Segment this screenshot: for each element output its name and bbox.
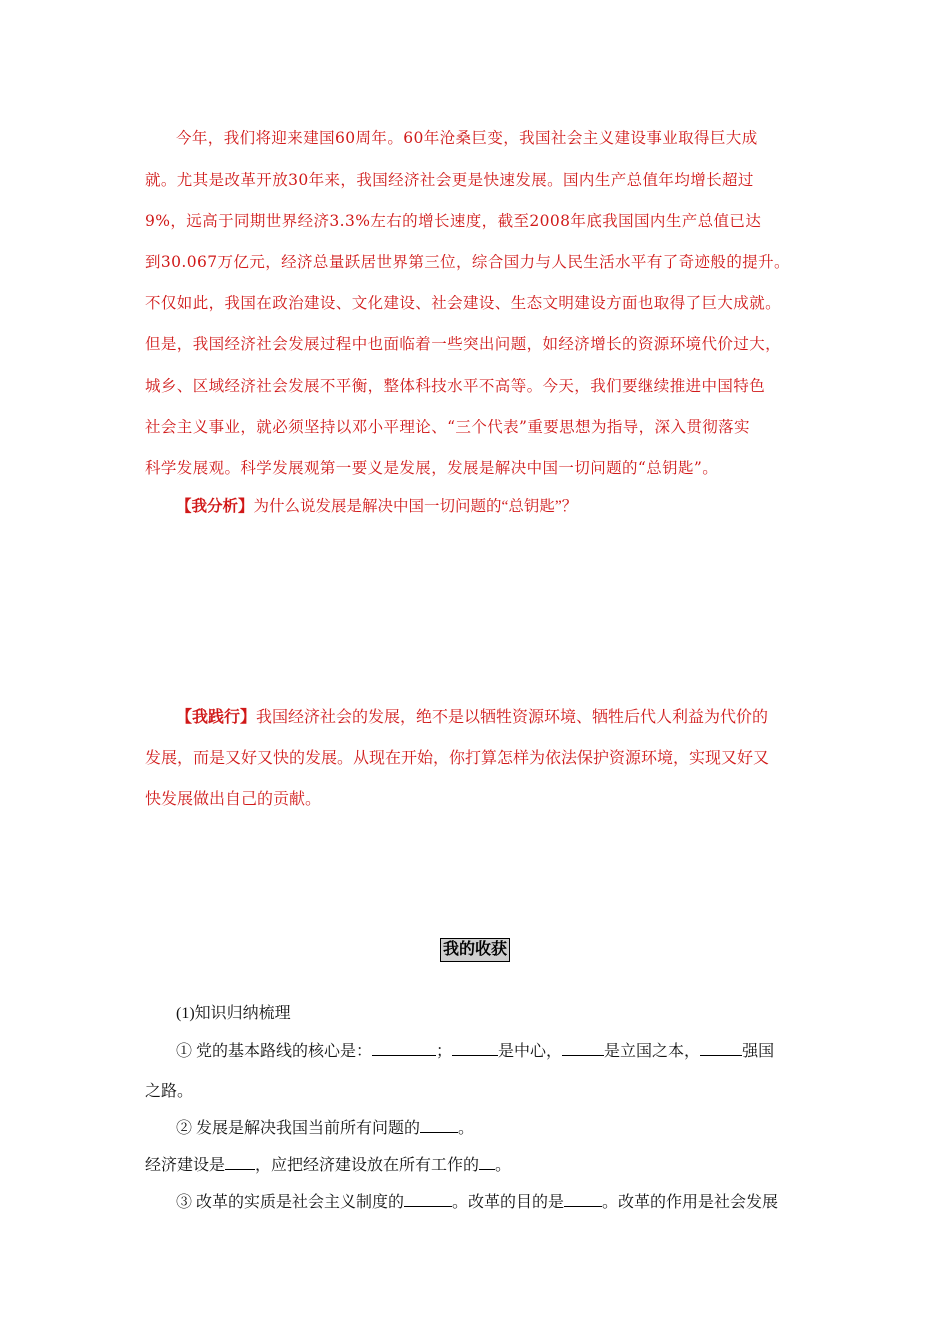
passage-line: 不仅如此，我国在政治建设、文化建设、社会建设、生态文明建设方面也取得了巨大成就。 <box>145 294 782 312</box>
passage-line: 就。尤其是改革开放30年来，我国经济社会更是快速发展。国内生产总值年均增长超过 <box>145 171 754 189</box>
fill-item-3: ③ 改革的实质是社会主义制度的 。改革的目的是 。改革的作用是社会发展 <box>176 1189 778 1212</box>
passage-line: 社会主义事业，就必须坚持以邓小平理论、“三个代表”重要思想为指导，深入贯彻落实 <box>145 418 750 436</box>
answer-blank[interactable] <box>225 1153 255 1170</box>
practice-line: 快发展做出自己的贡献。 <box>145 791 322 808</box>
fill-item-1: ① 党的基本路线的核心是： ； 是中心， 是立国之本， 强国 <box>176 1038 774 1061</box>
practice-line: 发展，而是又好又快的发展。从现在开始，你打算怎样为依法保护资源环境，实现又好又 <box>145 750 770 767</box>
answer-blank[interactable] <box>562 1039 604 1056</box>
answer-blank[interactable] <box>452 1039 498 1056</box>
answer-blank[interactable] <box>372 1039 436 1056</box>
fill-item-2b: 经济建设是 ，应把经济建设放在所有工作的 。 <box>145 1152 511 1175</box>
practice-line <box>176 704 768 727</box>
passage-line: 到30.067万亿元，经济总量跃居世界第三位，综合国力与人民生活水平有了奇迹般的提升。 <box>145 253 790 271</box>
answer-blank[interactable] <box>700 1039 742 1056</box>
analysis-question <box>176 494 577 516</box>
practice-text: 我国经济社会的发展，绝不是以牺牲资源环境、牺牲后代人利益为代价的 <box>256 709 769 726</box>
passage-line: 今年，我们将迎来建国60周年。60年沧桑巨变，我国社会主义建设事业取得巨大成 <box>176 129 758 147</box>
answer-blank[interactable] <box>479 1153 495 1170</box>
answer-blank[interactable] <box>564 1190 602 1207</box>
section-title: 我的收获 <box>440 938 510 962</box>
practice-tag: 【我践行】 <box>176 709 257 726</box>
fill-item-1-cont: 之路。 <box>145 1083 194 1100</box>
answer-blank[interactable] <box>404 1190 452 1207</box>
fill-item-2: ② 发展是解决我国当前所有问题的 。 <box>176 1115 474 1138</box>
analysis-tag: 【我分析】 <box>176 498 254 515</box>
passage-line: 9%，远高于同期世界经济3.3%左右的增长速度，截至2008年底我国国内生产总值已达 <box>145 212 762 230</box>
analysis-text: 为什么说发展是解决中国一切问题的“总钥匙”？ <box>253 498 578 515</box>
passage-line: 城乡、区域经济社会发展不平衡，整体科技水平不高等。今天，我们要继续推进中国特色 <box>145 377 766 395</box>
passage-line: 科学发展观。科学发展观第一要义是发展，发展是解决中国一切问题的“总钥匙”。 <box>145 459 719 477</box>
answer-blank[interactable] <box>420 1116 458 1133</box>
summary-heading: (1)知识归纳梳理 <box>176 1005 291 1022</box>
passage-line: 但是，我国经济社会发展过程中也面临着一些突出问题，如经济增长的资源环境代价过大， <box>145 335 782 353</box>
